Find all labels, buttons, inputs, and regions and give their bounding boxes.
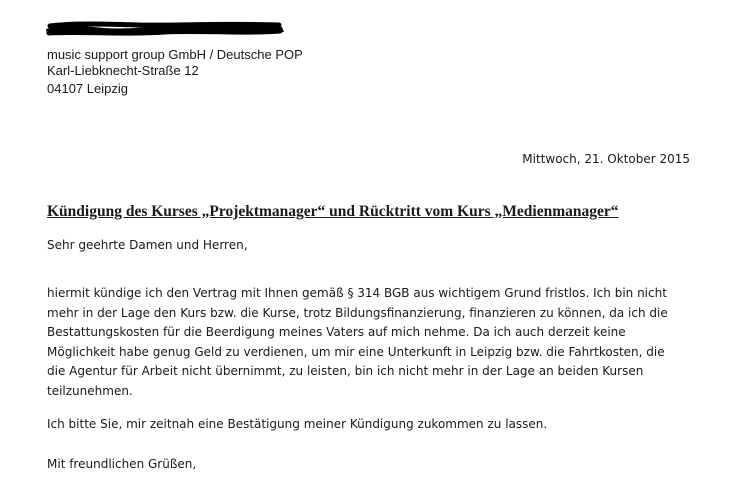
- paragraph-line: teilzunehmen.: [47, 383, 133, 398]
- paragraph-line: die Agentur für Arbeit nicht übernimmt, zu leisten, bin ich nicht mehr in der Lage an beiden Kursen: [47, 364, 644, 378]
- sender-city: 04107 Leipzig: [47, 81, 128, 96]
- sender-street: Karl-Liebknecht-Straße 12: [47, 63, 199, 78]
- salutation: Sehr geehrte Damen und Herren,: [47, 238, 248, 252]
- closing-greeting: Mit freundlichen Grüßen,: [47, 457, 197, 471]
- sender-company: music support group GmbH / Deutsche POP: [47, 47, 303, 62]
- sender-address: [47, 47, 303, 97]
- paragraph-line: mehr in der Lage den Kurs bzw. die Kurse, trotz Bildungsfinanzierung, finanzieren zu können, da ich die: [47, 305, 668, 320]
- redaction-mark: [44, 20, 286, 37]
- paragraph-line: Möglichkeit habe genug Geld zu verdienen, um mir eine Unterkunft in Leipzig bzw. die Fahrtkosten, die: [47, 344, 665, 359]
- paragraph-line: Bestattungskosten für die Beerdigung meines Vaters auf mich nehme. Da ich auch derzeit keine: [47, 325, 626, 339]
- letter-date: Mittwoch, 21. Oktober 2015: [522, 152, 690, 166]
- letter-subject: Kündigung des Kurses „Projektmanager“ und Rücktritt vom Kurs „Medienmanager“: [47, 203, 619, 220]
- paragraph-line: hiermit kündige ich den Vertrag mit Ihnen gemäß § 314 BGB aus wichtigem Grund fristlos. Ich bin nicht: [47, 286, 667, 300]
- main-paragraph: [47, 284, 707, 401]
- confirmation-request: Ich bitte Sie, mir zeitnah eine Bestätigung meiner Kündigung zukommen zu lassen.: [47, 417, 548, 431]
